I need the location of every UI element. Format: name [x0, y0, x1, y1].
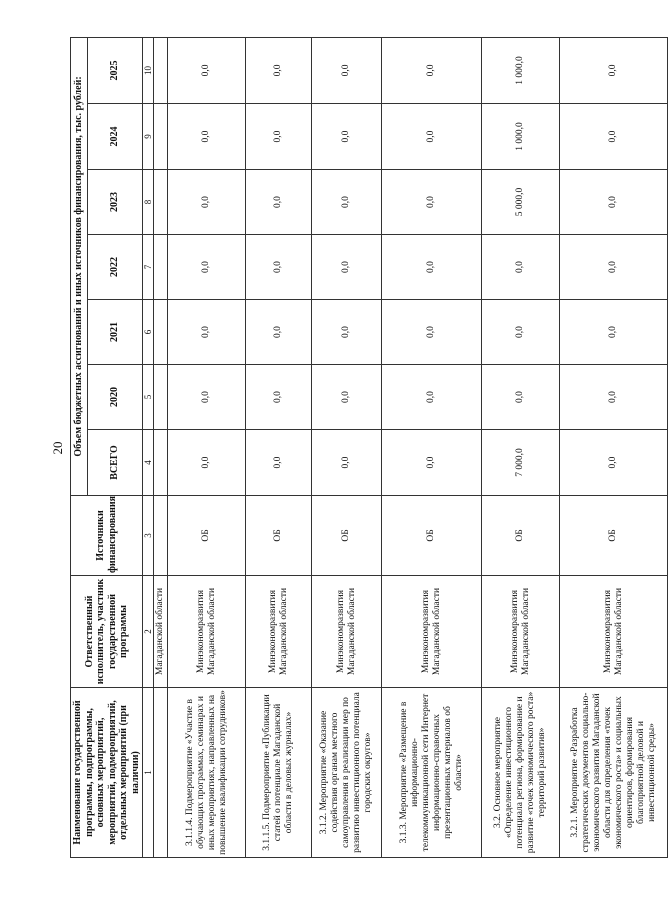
cell-name: 3.2.1. Мероприятие «Разработка стратегических документов социально-экономического развития Магаданской области для определения «точек экономического роста» и социальных ориентиров, формирования благоприятной деловой и инвестиционной среды» [560, 688, 668, 858]
cell-source: ОБ [312, 496, 382, 576]
col-number: 6 [143, 300, 154, 365]
cell-value: 0,0 [312, 37, 382, 103]
cell-value: 0,0 [312, 170, 382, 235]
cell-value: 0,0 [560, 365, 668, 430]
cell-value: 0,0 [168, 300, 246, 365]
cell-value: 7 000,0 [482, 430, 560, 496]
cell-value: 0,0 [246, 300, 312, 365]
cell-value: 0,0 [246, 37, 312, 103]
col-number: 1 [143, 688, 154, 858]
cell-value: 0,0 [312, 300, 382, 365]
financing-table [70, 37, 668, 858]
cell-value: 0,0 [482, 235, 560, 300]
cell-value: 0,0 [168, 235, 246, 300]
cell-source: ОБ [382, 496, 482, 576]
cell-value: 0,0 [482, 365, 560, 430]
cell-name: 3.1.1.4. Подмероприятие «Участие в обучающих программах, семинарах и иных мероприятиях, направленных на повышение квалификации сотрудников» [168, 688, 246, 858]
header-year: 2022 [88, 235, 143, 300]
cell-executor: Минэкономразвития Магаданской области [560, 576, 668, 688]
cell-executor: Магаданской области [154, 576, 168, 688]
table-row [560, 37, 668, 857]
cell-source: ОБ [246, 496, 312, 576]
col-number: 10 [143, 37, 154, 103]
cell-value: 0,0 [168, 365, 246, 430]
cell-value: 0,0 [168, 170, 246, 235]
table-body [168, 37, 668, 857]
header-executor: Ответственный исполнитель, участник государственной программы [71, 576, 143, 688]
cell-value: 0,0 [382, 365, 482, 430]
table-row [168, 37, 246, 857]
cell-value: 5 000,0 [482, 170, 560, 235]
cell-value: 0,0 [246, 430, 312, 496]
cell-source: ОБ [560, 496, 668, 576]
cell-value: 0,0 [246, 104, 312, 170]
col-number: 3 [143, 496, 154, 576]
cell-source: ОБ [168, 496, 246, 576]
header-year: 2020 [88, 365, 143, 430]
cell-value: 0,0 [560, 300, 668, 365]
table-row [246, 37, 312, 857]
cell-value: 0,0 [560, 430, 668, 496]
col-number: 7 [143, 235, 154, 300]
header-year: 2024 [88, 104, 143, 170]
cell-value: 0,0 [382, 300, 482, 365]
cell-value: 1 000,0 [482, 104, 560, 170]
col-number: 8 [143, 170, 154, 235]
cell-value: 0,0 [482, 300, 560, 365]
cell-value: 0,0 [246, 170, 312, 235]
cell-executor: Минэкономразвития Магаданской области [246, 576, 312, 688]
header-year: 2025 [88, 37, 143, 103]
header-year: ВСЕГО [88, 430, 143, 496]
cell-name: 3.1.1.5. Подмероприятие «Публикации статей о потенциале Магаданской области в деловых журналах» [246, 688, 312, 858]
cell-value: 1 000,0 [482, 37, 560, 103]
cell-name: 3.1.3. Мероприятие «Размещение в информационно-телекоммуникационной сети Интернет информационно-справочных презентационных материалов об области» [382, 688, 482, 858]
cell-executor: Минэкономразвития Магаданской области [482, 576, 560, 688]
cell-value: 0,0 [382, 170, 482, 235]
cell-value: 0,0 [168, 37, 246, 103]
cell-value: 0,0 [168, 430, 246, 496]
cell-value: 0,0 [382, 104, 482, 170]
cell-value: 0,0 [312, 235, 382, 300]
header-year: 2021 [88, 300, 143, 365]
table-row [382, 37, 482, 857]
table-row [312, 37, 382, 857]
cell-executor: Минэкономразвития Магаданской области [168, 576, 246, 688]
header-source: Источники финансирования [71, 496, 143, 576]
cell-value: 0,0 [382, 37, 482, 103]
cell-value: 0,0 [382, 430, 482, 496]
cell-value: 0,0 [168, 104, 246, 170]
cell-executor: Минэкономразвития Магаданской области [312, 576, 382, 688]
header-volume: Объем бюджетных ассигнований и иных источников финансирования, тыс. рублей: [71, 37, 88, 495]
cell-value: 0,0 [560, 235, 668, 300]
col-number: 5 [143, 365, 154, 430]
cell-value: 0,0 [246, 235, 312, 300]
cell-value: 0,0 [560, 170, 668, 235]
cell-value: 0,0 [382, 235, 482, 300]
cell-value: 0,0 [312, 365, 382, 430]
cell-value: 0,0 [246, 365, 312, 430]
page-number: 20 [50, 441, 65, 455]
cell-value: 0,0 [312, 430, 382, 496]
table-container [70, 38, 657, 858]
col-number: 2 [143, 576, 154, 688]
col-number: 4 [143, 430, 154, 496]
header-year: 2023 [88, 170, 143, 235]
col-number: 9 [143, 104, 154, 170]
cell-value: 0,0 [312, 104, 382, 170]
cell-value: 0,0 [560, 104, 668, 170]
cell-executor: Минэкономразвития Магаданской области [382, 576, 482, 688]
table-row [482, 37, 560, 857]
cell-name: 3.2. Основное мероприятие «Определение инвестиционного потенциала региона, формирование и развитие «точек экономического роста» территорий развития» [482, 688, 560, 858]
cell-source: ОБ [482, 496, 560, 576]
cell-name: 3.1.2. Мероприятие «Оказание содействия органам местного самоуправления в реализации мер по развитию инвестиционного потенциала городских округов» [312, 688, 382, 858]
header-name: Наименование государственной программы, подпрограммы, основных мероприятий, мероприятий, подмероприятий, отдельных мероприятий (при наличии) [71, 688, 143, 858]
table-row-continuation [154, 37, 168, 857]
cell-value: 0,0 [560, 37, 668, 103]
